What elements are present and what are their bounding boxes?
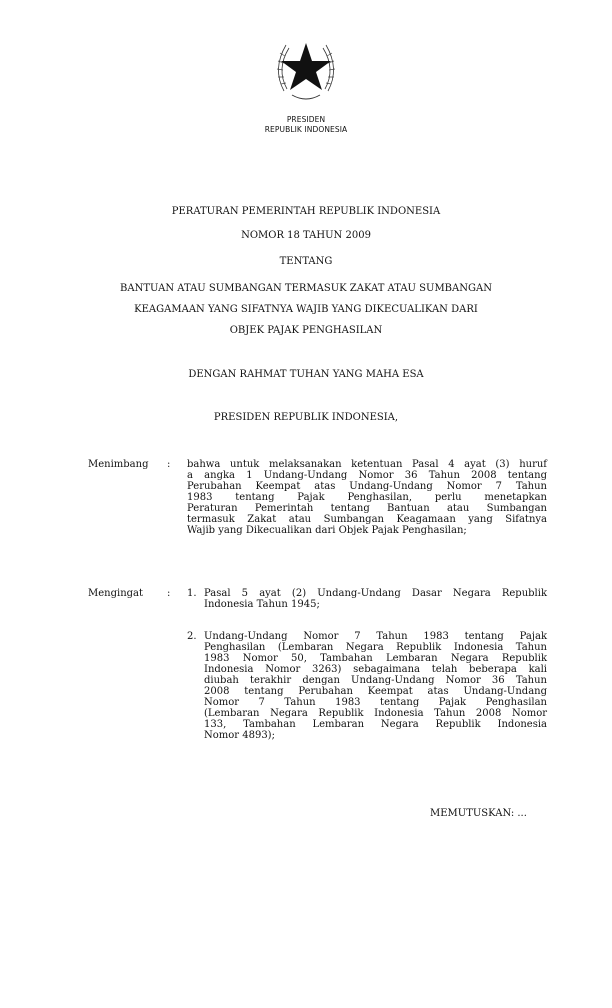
regulation-number: NOMOR 18 TAHUN 2009: [241, 230, 371, 241]
president-heading: PRESIDEN REPUBLIK INDONESIA,: [213, 412, 399, 423]
subject-line-2: KEAGAMAAN YANG SIFATNYA WAJIB YANG DIKECUALIKAN DARI: [134, 304, 478, 315]
text-line: (Lembaran Negara Republik Indonesia Tahun 2008 Nomor: [204, 708, 547, 719]
mengingat-item-2: [204, 631, 547, 741]
text-line: diubah terakhir dengan Undang-Undang Nomor 36 Tahun: [204, 675, 547, 686]
text-line: Perubahan Keempat atas Undang-Undang Nomor 7 Tahun: [187, 481, 547, 492]
text-line: a angka 1 Undang-Undang Nomor 36 Tahun 2008 tentang: [187, 470, 547, 481]
menimbang-text: [187, 459, 547, 536]
blessing: DENGAN RAHMAT TUHAN YANG MAHA ESA: [188, 369, 424, 380]
text-line: bahwa untuk melaksanakan ketentuan Pasal 4 ayat (3) huruf: [187, 459, 547, 470]
text-line: Undang-Undang Nomor 7 Tahun 1983 tentang Pajak: [204, 631, 547, 642]
menimbang-label: Menimbang: [88, 459, 149, 470]
text-line: 133, Tambahan Lembaran Negara Republik Indonesia: [204, 719, 547, 730]
item-number: 2.: [187, 631, 197, 642]
subject-line-3: OBJEK PAJAK PENGHASILAN: [229, 325, 383, 336]
text-line: termasuk Zakat atau Sumbangan Keagamaan yang Sifatnya: [187, 514, 547, 525]
about-heading: TENTANG: [279, 256, 333, 267]
header-line-1: PRESIDEN: [286, 115, 326, 124]
text-line: Nomor 7 Tahun 1983 tentang Pajak Penghasilan: [204, 697, 547, 708]
mengingat-label: Mengingat: [88, 588, 144, 599]
header-line-2: REPUBLIK INDONESIA: [264, 125, 348, 134]
menimbang-colon: :: [167, 459, 171, 470]
text-line: Indonesia Nomor 3263) sebagaimana telah beberapa kali: [204, 664, 547, 675]
garuda-star-emblem: [270, 33, 342, 105]
subject-line-1: BANTUAN ATAU SUMBANGAN TERMASUK ZAKAT ATAU SUMBANGAN: [120, 283, 492, 294]
text-line: Penghasilan (Lembaran Negara Republik Indonesia Tahun: [204, 642, 547, 653]
mengingat-item-1: [204, 588, 547, 610]
text-line: 1983 Nomor 50, Tambahan Lembaran Negara Republik: [204, 653, 547, 664]
text-line: 1983 tentang Pajak Penghasilan, perlu menetapkan: [187, 492, 547, 503]
continuation-marker: MEMUTUSKAN: ...: [430, 808, 527, 819]
text-line: 2008 tentang Perubahan Keempat atas Undang-Undang: [204, 686, 547, 697]
text-line: Nomor 4893);: [204, 730, 275, 741]
text-line: Wajib yang Dikecualikan dari Objek Pajak Penghasilan;: [187, 525, 467, 536]
item-number: 1.: [187, 588, 197, 599]
mengingat-colon: :: [167, 588, 171, 599]
text-line: Indonesia Tahun 1945;: [204, 599, 320, 610]
text-line: Pasal 5 ayat (2) Undang-Undang Dasar Negara Republik: [204, 588, 547, 599]
regulation-title: PERATURAN PEMERINTAH REPUBLIK INDONESIA: [171, 206, 441, 217]
text-line: Peraturan Pemerintah tentang Bantuan atau Sumbangan: [187, 503, 547, 514]
